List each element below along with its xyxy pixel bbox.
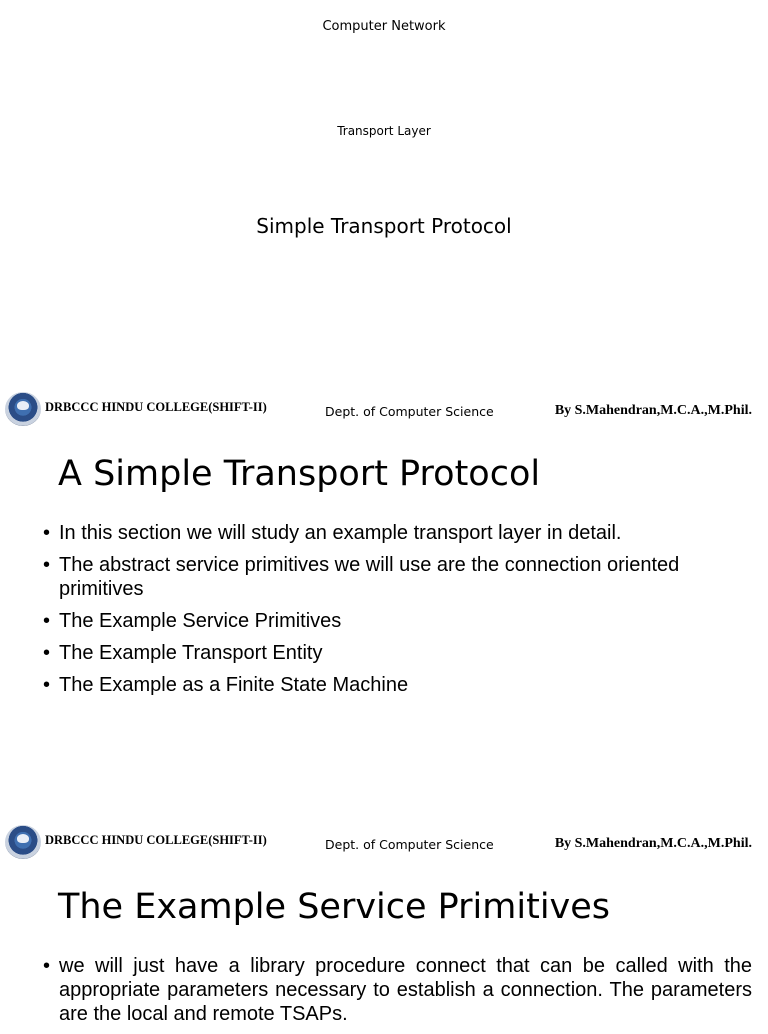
college-logo-icon	[5, 825, 41, 859]
list-item: • we will just have a library procedure connect that can be called with the appropriate parameters necessary to establish a connection. The parameters are the local and remote TSAPs.	[40, 954, 752, 1026]
list-item: • The Example Transport Entity	[40, 641, 752, 665]
list-item: • The Example as a Finite State Machine	[40, 673, 752, 697]
subject-title: Computer Network	[322, 19, 446, 34]
list-item: • The Example Service Primitives	[40, 609, 752, 633]
list-item: • In this section we will study an example transport layer in detail.	[40, 521, 752, 545]
slide-footer	[0, 825, 768, 861]
slide-title: The Example Service Primitives	[58, 887, 611, 927]
author-name: By S.Mahendran,M.C.A.,M.Phil.	[554, 403, 752, 418]
college-logo-icon	[5, 392, 41, 426]
slide-title: A Simple Transport Protocol	[58, 454, 541, 494]
author-name: By S.Mahendran,M.C.A.,M.Phil.	[554, 836, 752, 851]
list-item: • The abstract service primitives we will use are the connection oriented primitives	[40, 553, 752, 601]
unit-title: Transport Layer	[337, 124, 431, 138]
college-name: DRBCCC HINDU COLLEGE(SHIFT-II)	[45, 400, 267, 414]
department-name: Dept. of Computer Science	[325, 404, 494, 419]
bullet-list	[40, 954, 752, 1034]
bullet-list	[40, 521, 752, 705]
slide-footer	[0, 392, 768, 428]
topic-title: Simple Transport Protocol	[256, 214, 512, 238]
college-name: DRBCCC HINDU COLLEGE(SHIFT-II)	[45, 833, 267, 847]
department-name: Dept. of Computer Science	[325, 837, 494, 852]
